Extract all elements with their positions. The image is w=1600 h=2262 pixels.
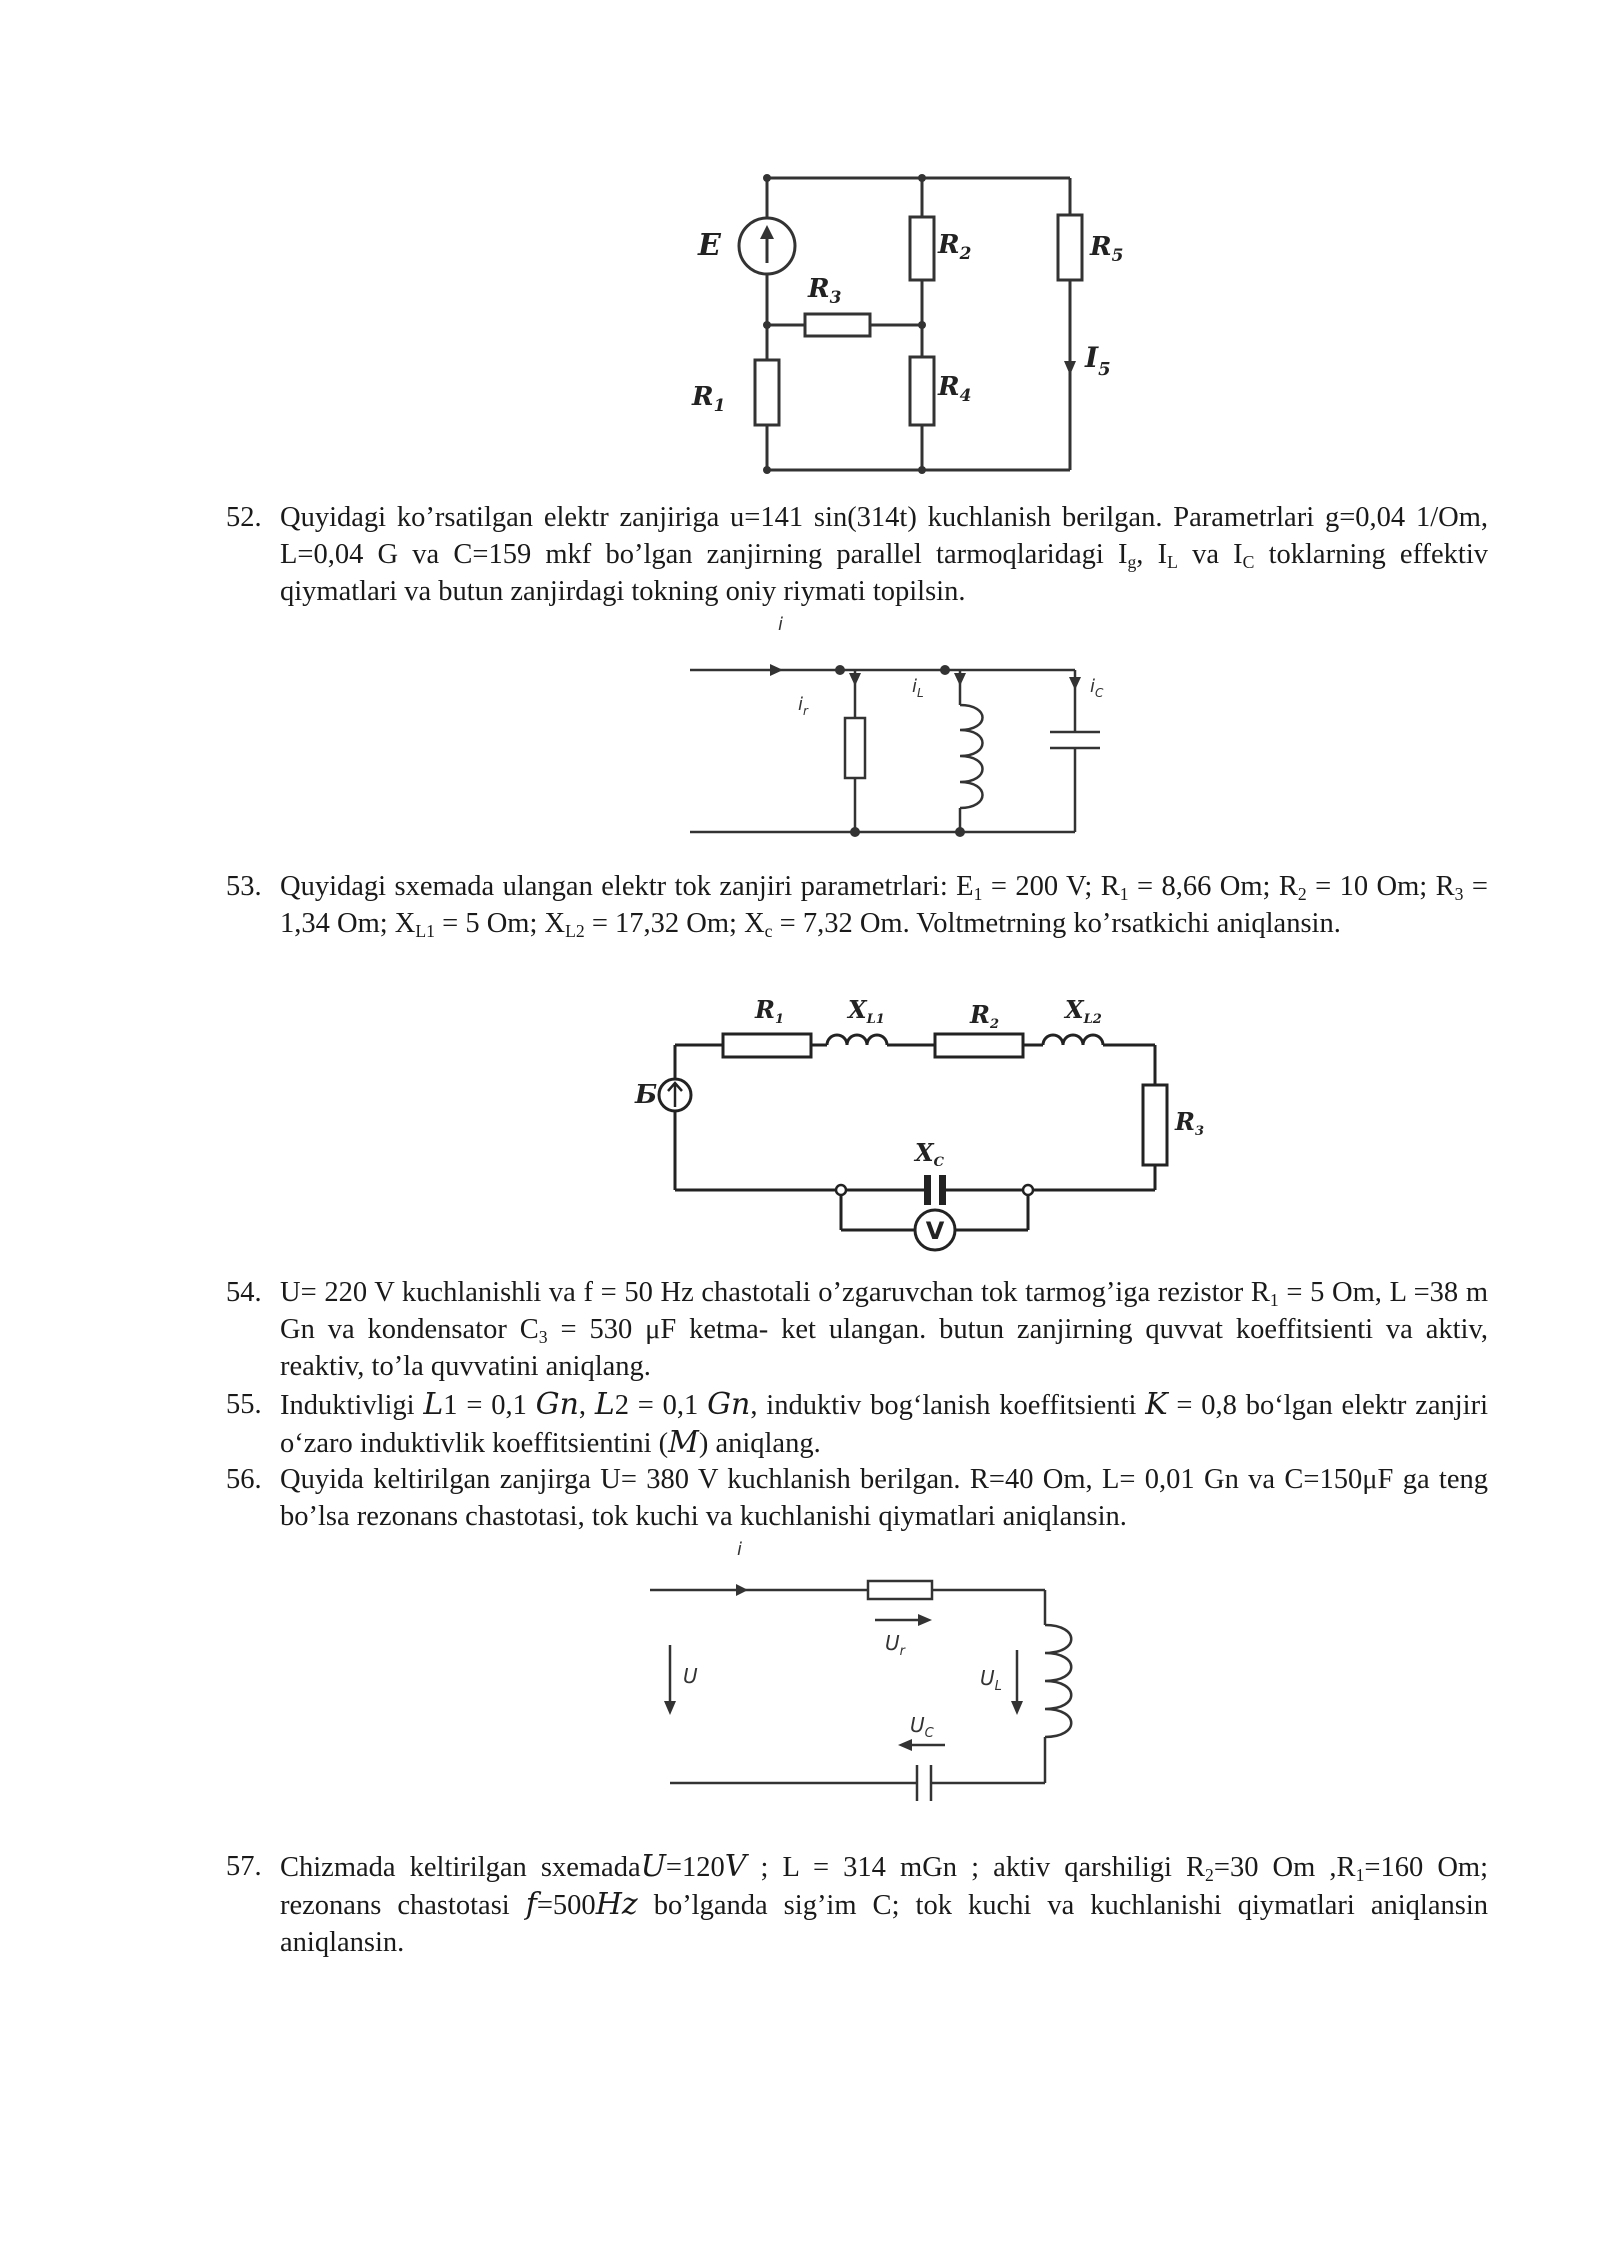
label-xl2: $X_{L2}$ [1065, 995, 1102, 1027]
label-r2: $R_2$ [938, 230, 972, 264]
svg-text:V: V [925, 1217, 945, 1245]
current-arrow-i5 [1064, 361, 1076, 375]
problem-53 [228, 868, 1488, 942]
label-r2: $R_2$ [970, 1000, 999, 1032]
label-r4: $R_4$ [938, 372, 972, 406]
problem-text: Quyidagi ko’rsatilgan elektr zanjiriga u=141 sin(314t) kuchlanish berilgan. Parametrlari g=0,04 1/Om, L=0,04 G va C=159 mkf bo’lgan zanjirning parallel tarmoqlaridagi $I_g$, $I_L$ va $I_C$ toklarning effektiv qiymatlari va butun zanjirdagi tokning oniy riymati topilsin. [280, 502, 1489, 607]
problem-54 [228, 1274, 1488, 1385]
resistor-r3 [1143, 1085, 1167, 1165]
label-u: U [683, 1664, 698, 1688]
label-ir: $i_r$ [798, 694, 808, 718]
circuit-diagram-2 [680, 610, 1150, 850]
problem-number: 52. [226, 502, 262, 533]
resistor-r2 [935, 1034, 1023, 1057]
problem-number: 57. [226, 1851, 262, 1882]
problem-number: 53. [226, 871, 262, 902]
resistor-r1 [723, 1034, 811, 1057]
resistor-r4 [910, 357, 934, 425]
problem-56 [228, 1461, 1488, 1535]
label-i5: $I_5$ [1085, 341, 1111, 380]
resistor-r3 [805, 314, 870, 336]
label-r1: $R_1$ [755, 995, 784, 1027]
label-e: E [698, 228, 721, 263]
label-r3: $R_3$ [808, 274, 842, 308]
label-ur: $U_r$ [885, 1631, 905, 1659]
resistor-r5 [1058, 215, 1082, 280]
label-ul: $U_L$ [980, 1666, 1002, 1694]
problem-number: 56. [226, 1464, 262, 1495]
label-r3: $R_3$ [1175, 1107, 1204, 1139]
label-xl1: $X_{L1}$ [848, 995, 885, 1027]
problem-text: Quyida keltirilgan zanjirga U= 380 V kuchlanish berilgan. R=40 Om, L= 0,01 Gn va C=150μF ga teng bo’lsa rezonans chastotasi, tok kuchi va kuchlanishi qiymatlari aniqlansin. [280, 1464, 1488, 1532]
problem-text: Chizmada keltirilgan sxemadaU=120V ; L = 314 mGn ; aktiv qarshiligi $R_2=30$ Om $,R_1=160$ Om; rezonans chastotasi f=500Hz bo’lganda sig’im C; tok kuchi va kuchlanishi qiymatlari aniqlansin aniqlansin. [280, 1849, 1489, 1958]
resistor-r2 [910, 217, 934, 280]
label-uc: $U_C$ [910, 1713, 934, 1741]
label-r5: $R_5$ [1090, 232, 1124, 266]
label-r1: $R_1$ [692, 382, 726, 416]
problem-number: 55. [226, 1389, 262, 1420]
label-xc: $X_C$ [915, 1138, 944, 1170]
problem-55 [228, 1386, 1488, 1462]
problem-57 [228, 1848, 1488, 1961]
label-i: i [778, 614, 784, 635]
problem-52 [228, 499, 1488, 610]
label-e: Б [635, 1080, 658, 1110]
label-i: i [737, 1539, 743, 1560]
resistor-r1 [755, 360, 779, 425]
label-il: $i_L$ [912, 676, 924, 700]
circuit-diagram-4 [640, 1535, 1140, 1815]
circuit-diagram-1 [692, 165, 1140, 485]
label-ic: $i_C$ [1090, 676, 1104, 700]
problem-text: U= 220 V kuchlanishli va f = 50 Hz chastotali o’zgaruvchan tok tarmog’iga rezistor $R_1 = 5$ Om, L =38 m Gn va kondensator $C_3 = 530$ μF ketma- ket ulangan. butun zanjirning quvvat koeffitsienti va aktiv, reaktiv, to’la quvvatini aniqlang. [280, 1277, 1488, 1382]
circuit-diagram-3 [625, 985, 1225, 1255]
problem-text: Induktivligi L1 = 0,1 Gn, L2 = 0,1 Gn, induktiv bog‘lanish koeffitsienti K = 0,8 bo‘lgan elektr zanjiri o‘zaro induktivlik koeffitsientini (M) aniqlang. [280, 1387, 1489, 1460]
problem-number: 54. [226, 1277, 262, 1308]
resistor-g [845, 718, 865, 778]
problem-text: Quyidagi sxemada ulangan elektr tok zanjiri parametrlari: $E_1 = 200$ V; $R_1 = 8,66$ Om; $R_2 = 10$ Om; $R_3 = 1,34$ Om; $X_{L1} = 5$ Om; $X_{L2} = 17,32$ Om; $X_c = 7,32$ Om. Voltmetrning ko’rsatkichi aniqlansin. [280, 871, 1488, 941]
resistor-r [868, 1581, 932, 1599]
